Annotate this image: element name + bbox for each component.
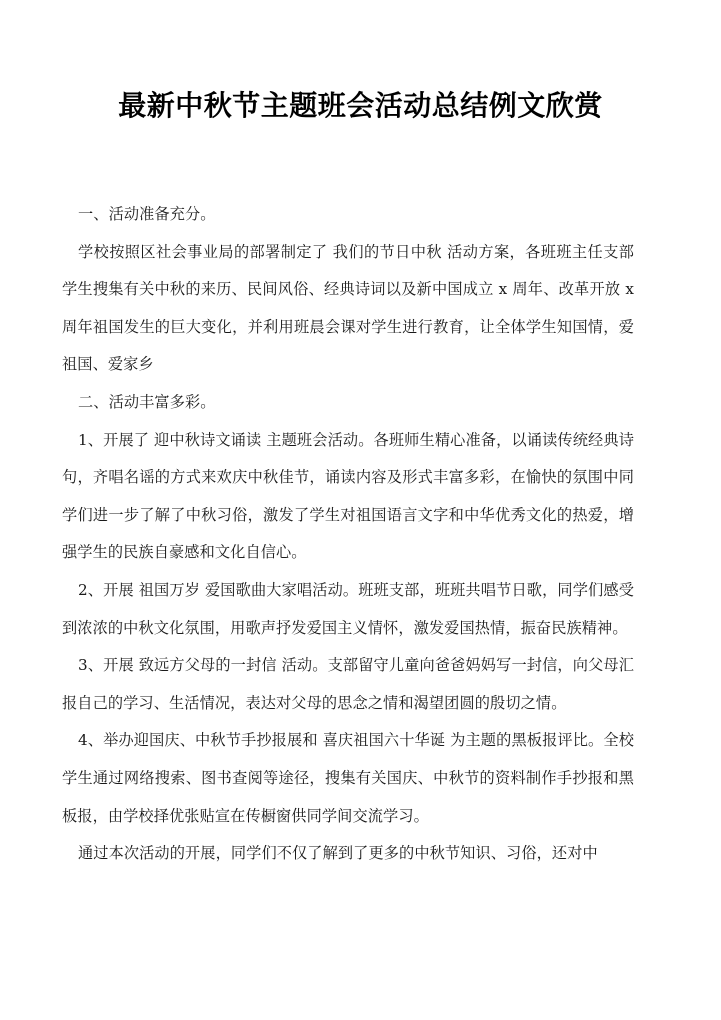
- paragraph-section-two-heading: 二、活动丰富多彩。: [78, 392, 216, 411]
- document-body: [62, 196, 634, 873]
- paragraph-activity-item-1: 1、开展了 迎中秋诗文诵读 主题班会活动。各班师生精心准备，以诵读传统经典诗句，齐唱名谣的方式来欢庆中秋佳节，诵读内容及形式丰富多彩，在愉快的氛围中同学们进一步了解了中秋习俗，激发了学生对祖国语言文字和中华优秀文化的热爱，增强学生的民族自豪感和文化自信心。: [62, 430, 634, 562]
- paragraph-closing: 通过本次活动的开展，同学们不仅了解到了更多的中秋节知识、习俗，还对中: [78, 844, 598, 863]
- paragraph-activity-item-4: 4、举办迎国庆、中秋节手抄报展和 喜庆祖国六十华诞 为主题的黑板报评比。全校学生通过网络搜索、图书查阅等途径，搜集有关国庆、中秋节的资料制作手抄报和黑板报，由学校择优张贴宣在传橱窗供同学间交流学习。: [62, 731, 634, 825]
- paragraph-activity-item-2: 2、开展 祖国万岁 爱国歌曲大家唱活动。班班支部，班班共唱节日歌，同学们感受到浓浓的中秋文化氛围，用歌声抒发爱国主义情怀，激发爱国热情，振奋民族精神。: [62, 580, 634, 637]
- paragraph-section-one-heading: 一、活动准备充分。: [78, 205, 216, 223]
- paragraph-activity-item-3: 3、开展 致远方父母的一封信 活动。支部留守儿童向爸爸妈妈写一封信，向父母汇报自己的学习、生活情况，表达对父母的思念之情和渴望团圆的殷切之情。: [62, 656, 634, 712]
- page-title: 最新中秋节主题班会活动总结例文欣赏: [118, 89, 603, 122]
- paragraph-section-one-body: 学校按照区社会事业局的部署制定了 我们的节日中秋 活动方案，各班班主任支部学生搜集有关中秋的来历、民间风俗、经典诗词以及新中国成立 x 周年、改革开放 x 周年祖国发生的巨大变化，并利用班晨会课对学生进行教育，让全体学生知国情，爱祖国、爱家乡: [62, 242, 634, 374]
